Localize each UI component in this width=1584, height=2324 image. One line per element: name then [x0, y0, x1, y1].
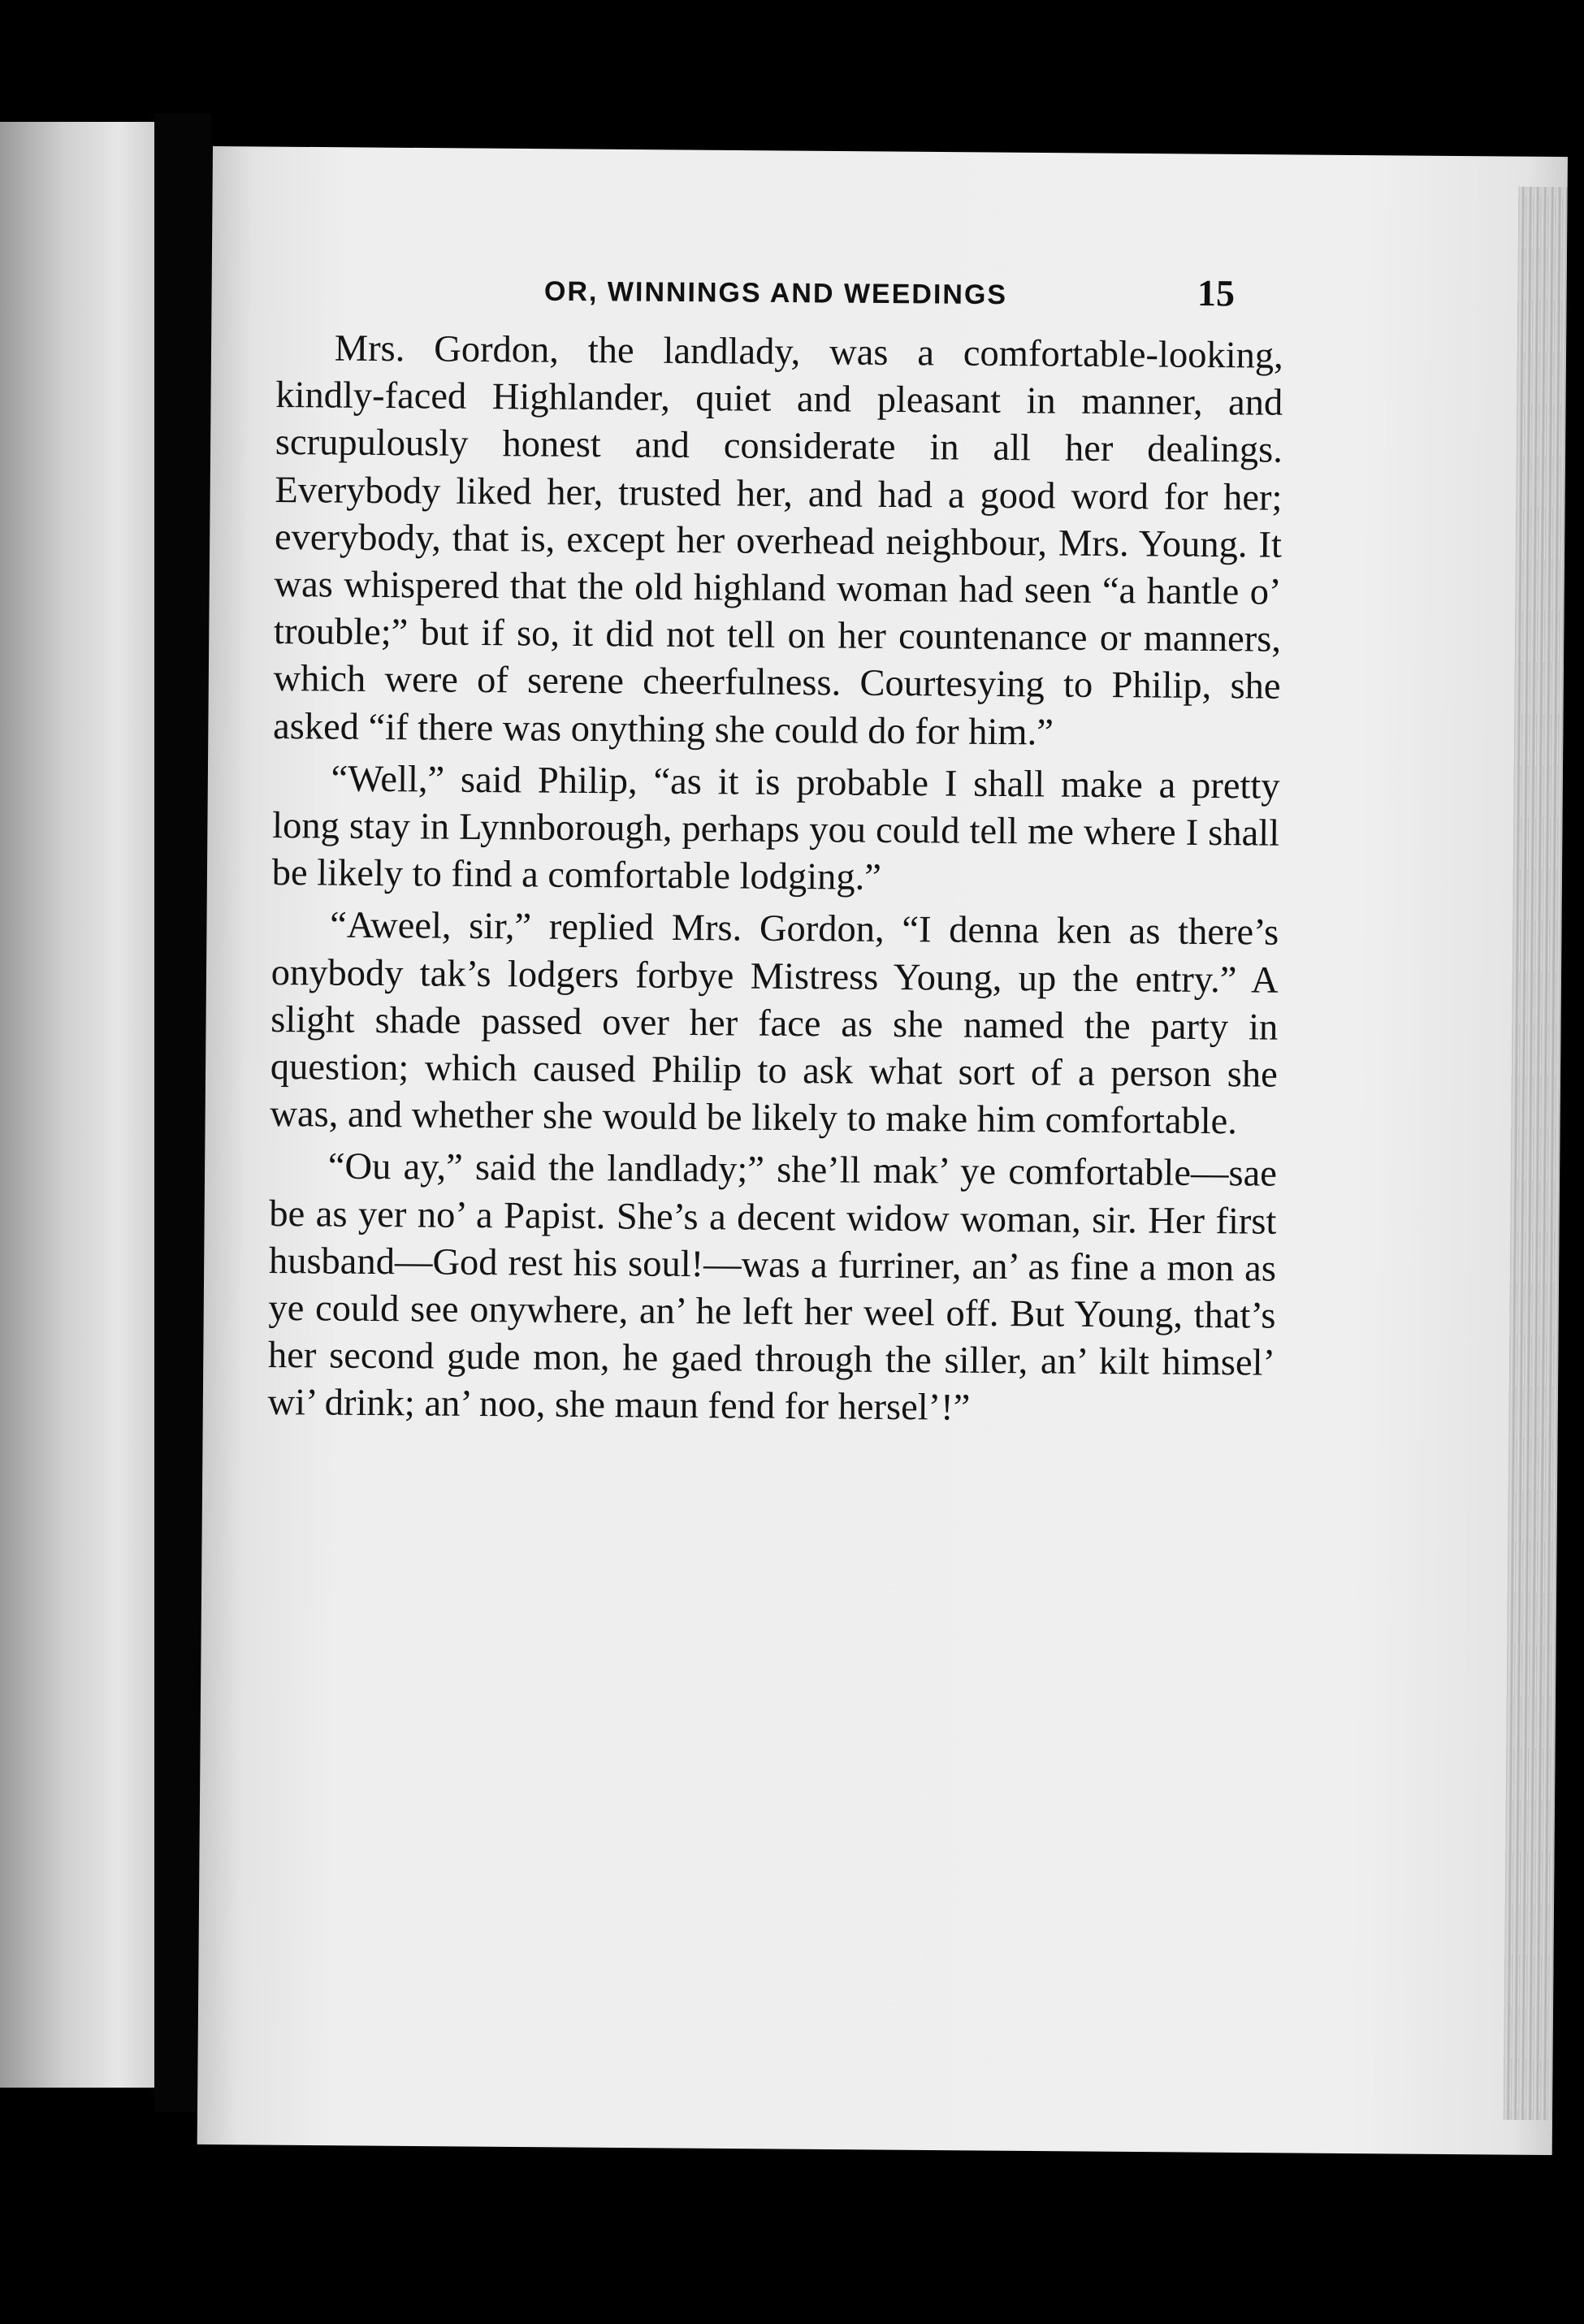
page-number: 15 — [1197, 272, 1236, 314]
paragraph-2: “Well,” said Philip, “as it is probable I shall make a pretty long stay in Lynnborough, perhaps you could tell me where I shall be likely to find a comfortable lodging.” — [271, 758, 1280, 899]
paragraph-1: Mrs. Gordon, the landlady, was a comfortable-looking, kindly-faced Highlander, quiet and pleasant in manner, and scrupulously honest and considerate in all her dealings. Everybody liked her, trusted her, and had a good word for her; everybody, that is, except her overhead neighbour, Mrs. Young. It was whispered that the old highland woman had seen “a hantle o’ trouble;” but if so, it did not tell on her countenance or manners, which were of serene cheerfulness. Courtesying to Philip, she asked “if there was onything she could do for him.” — [272, 327, 1283, 754]
paragraph-4: “Ou ay,” said the landlady;” she’ll mak’ ye comfortable—sae be as yer no’ a Papist. She’s a decent widow woman, sir. Her first husband—God rest his soul!—was a furriner, an’ as fine a mon as ye could see onywhere, an’ he left her weel off. But Young, that’s her second gude mon, he gaed through the siller, an’ kilt himsel’ wi’ drink; an’ noo, she maun fend for hersel’!” — [267, 1145, 1278, 1430]
running-head — [325, 265, 1235, 315]
paragraph-3: “Aweel, sir,” replied Mrs. Gordon, “I denna ken as there’s onybody tak’s lodgers forbye Mistress Young, up the entry.” A slight shade passed over her face as she named the party in question; which caused Philip to ask what sort of a person she was, and whether she would be likely to make him comfortable. — [270, 904, 1279, 1143]
facing-page — [0, 122, 158, 2088]
body-text — [267, 325, 1283, 1435]
running-title: OR, WINNINGS AND WEEDINGS — [543, 275, 1008, 311]
